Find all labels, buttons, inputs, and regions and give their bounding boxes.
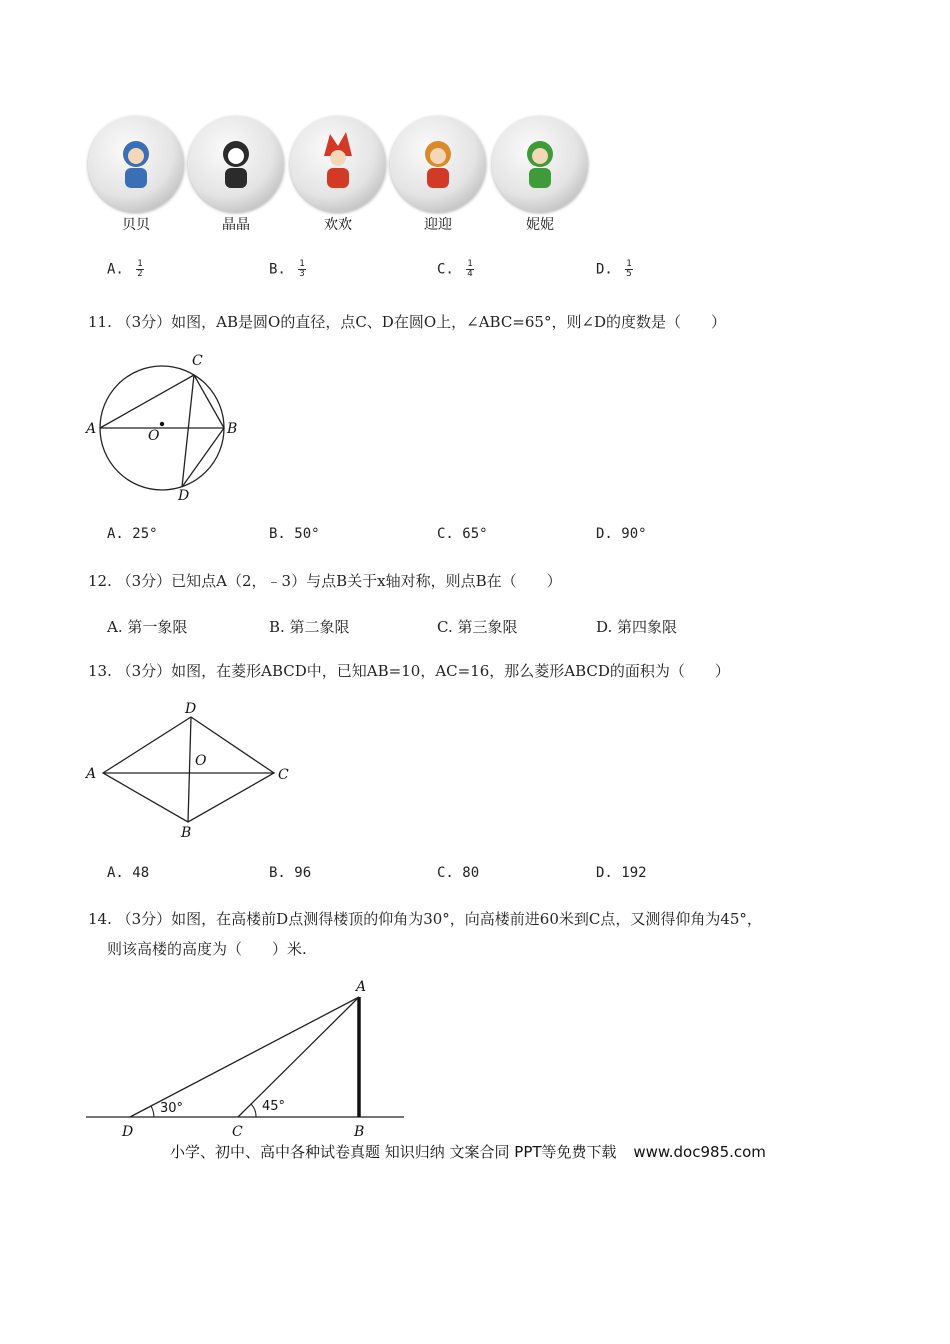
mascot-figure	[188, 116, 284, 212]
label-a: A	[86, 766, 97, 782]
q10-option-d	[596, 260, 633, 279]
angle-45-label: 45°	[262, 1099, 286, 1114]
angle-30-label: 30°	[160, 1101, 184, 1116]
option-letter: C.	[437, 261, 454, 278]
footer-text: 小学、初中、高中各种试卷真题 知识归纳 文案合同 PPT等免费下载	[170, 1143, 617, 1161]
fraction	[466, 260, 473, 279]
question-11-stem: 11. （3分）如图，AB是圆O的直径，点C、D在圆O上，∠ABC=65°，则∠D的度数是（ ）	[88, 313, 727, 331]
chord-cd	[182, 375, 194, 487]
mascot-medal-nini	[492, 116, 588, 212]
label-a: A	[356, 979, 367, 995]
label-b: B	[227, 421, 238, 437]
fraction-numerator: 1	[299, 259, 305, 269]
q12-option-d: D. 第四象限	[596, 618, 678, 636]
fraction	[298, 260, 305, 279]
mascot-name: 迎迎	[424, 217, 452, 233]
option-letter: D.	[596, 261, 613, 278]
mascot-figure	[88, 116, 184, 212]
label-d: D	[122, 1124, 134, 1140]
mascot-figure	[290, 116, 386, 212]
q12-option-b: B. 第二象限	[269, 618, 350, 636]
mascot-figure	[492, 116, 588, 212]
label-d: D	[178, 488, 190, 504]
mascot-name: 妮妮	[526, 217, 554, 233]
mascot-name: 晶晶	[222, 217, 250, 233]
q13-option-a: A. 48	[107, 865, 150, 881]
fraction-numerator: 1	[137, 259, 143, 269]
question-14-stem-line2: 则该高楼的高度为（ ）米.	[107, 940, 307, 958]
question-13-stem: 13. （3分）如图，在菱形ABCD中，已知AB=10，AC=16，那么菱形ABCD的面积为（ ）	[88, 662, 730, 680]
chord-ac	[100, 375, 194, 428]
center-point	[160, 422, 164, 426]
q11-option-b: B. 50°	[269, 526, 320, 542]
mascot-medal-yingying	[390, 116, 486, 212]
label-b: B	[181, 825, 192, 841]
fraction-denominator: 5	[626, 269, 632, 279]
fraction-numerator: 1	[626, 259, 632, 269]
fraction	[136, 260, 143, 279]
q11-option-a: A. 25°	[107, 526, 158, 542]
fraction-denominator: 4	[467, 269, 473, 279]
fraction	[625, 260, 632, 279]
mascot-name: 贝贝	[122, 217, 150, 233]
mascot-medal-jingjing	[188, 116, 284, 212]
footer-promo	[170, 1141, 766, 1162]
building-elevation-diagram	[84, 976, 408, 1144]
mascot-medal-beibei	[88, 116, 184, 212]
q10-option-c	[437, 260, 474, 279]
angle-arc-45	[251, 1104, 256, 1117]
diagonal-bd	[188, 717, 191, 822]
q13-option-d: D. 192	[596, 865, 647, 881]
sightline-da	[130, 997, 359, 1117]
fraction-denominator: 3	[299, 269, 305, 279]
q11-option-d: D. 90°	[596, 526, 647, 542]
option-letter: B.	[269, 261, 286, 278]
label-a: A	[86, 421, 97, 437]
q13-option-b: B. 96	[269, 865, 312, 881]
circle-diagram	[84, 348, 254, 504]
mascot-name: 欢欢	[324, 217, 352, 233]
label-c: C	[192, 353, 203, 369]
fraction-denominator: 2	[137, 269, 143, 279]
option-letter: A.	[107, 261, 124, 278]
mascot-figure	[390, 116, 486, 212]
q10-option-a	[107, 260, 144, 279]
label-o: O	[148, 428, 160, 444]
label-d: D	[185, 701, 197, 717]
label-c: C	[232, 1124, 243, 1140]
q12-option-a: A. 第一象限	[107, 618, 188, 636]
question-12-stem: 12. （3分）已知点A（2，﹣3）与点B关于x轴对称，则点B在（ ）	[88, 572, 562, 590]
mascot-medal-huanhuan	[290, 116, 386, 212]
chord-cb	[194, 375, 224, 428]
q10-option-b	[269, 260, 306, 279]
q12-option-c: C. 第三象限	[437, 618, 518, 636]
footer-url[interactable]: www.doc985.com	[633, 1143, 766, 1161]
label-c: C	[278, 767, 289, 783]
question-14-stem-line1: 14. （3分）如图，在高楼前D点测得楼顶的仰角为30°，向高楼前进60米到C点，又测得仰角为45°，	[88, 910, 762, 928]
label-o: O	[195, 753, 207, 769]
angle-arc-30	[151, 1106, 154, 1117]
label-b: B	[354, 1124, 365, 1140]
chord-db	[182, 428, 224, 487]
rhombus-diagram	[82, 698, 302, 844]
sightline-ca	[238, 997, 359, 1117]
q13-option-c: C. 80	[437, 865, 480, 881]
fraction-numerator: 1	[467, 259, 473, 269]
q11-option-c: C. 65°	[437, 526, 488, 542]
